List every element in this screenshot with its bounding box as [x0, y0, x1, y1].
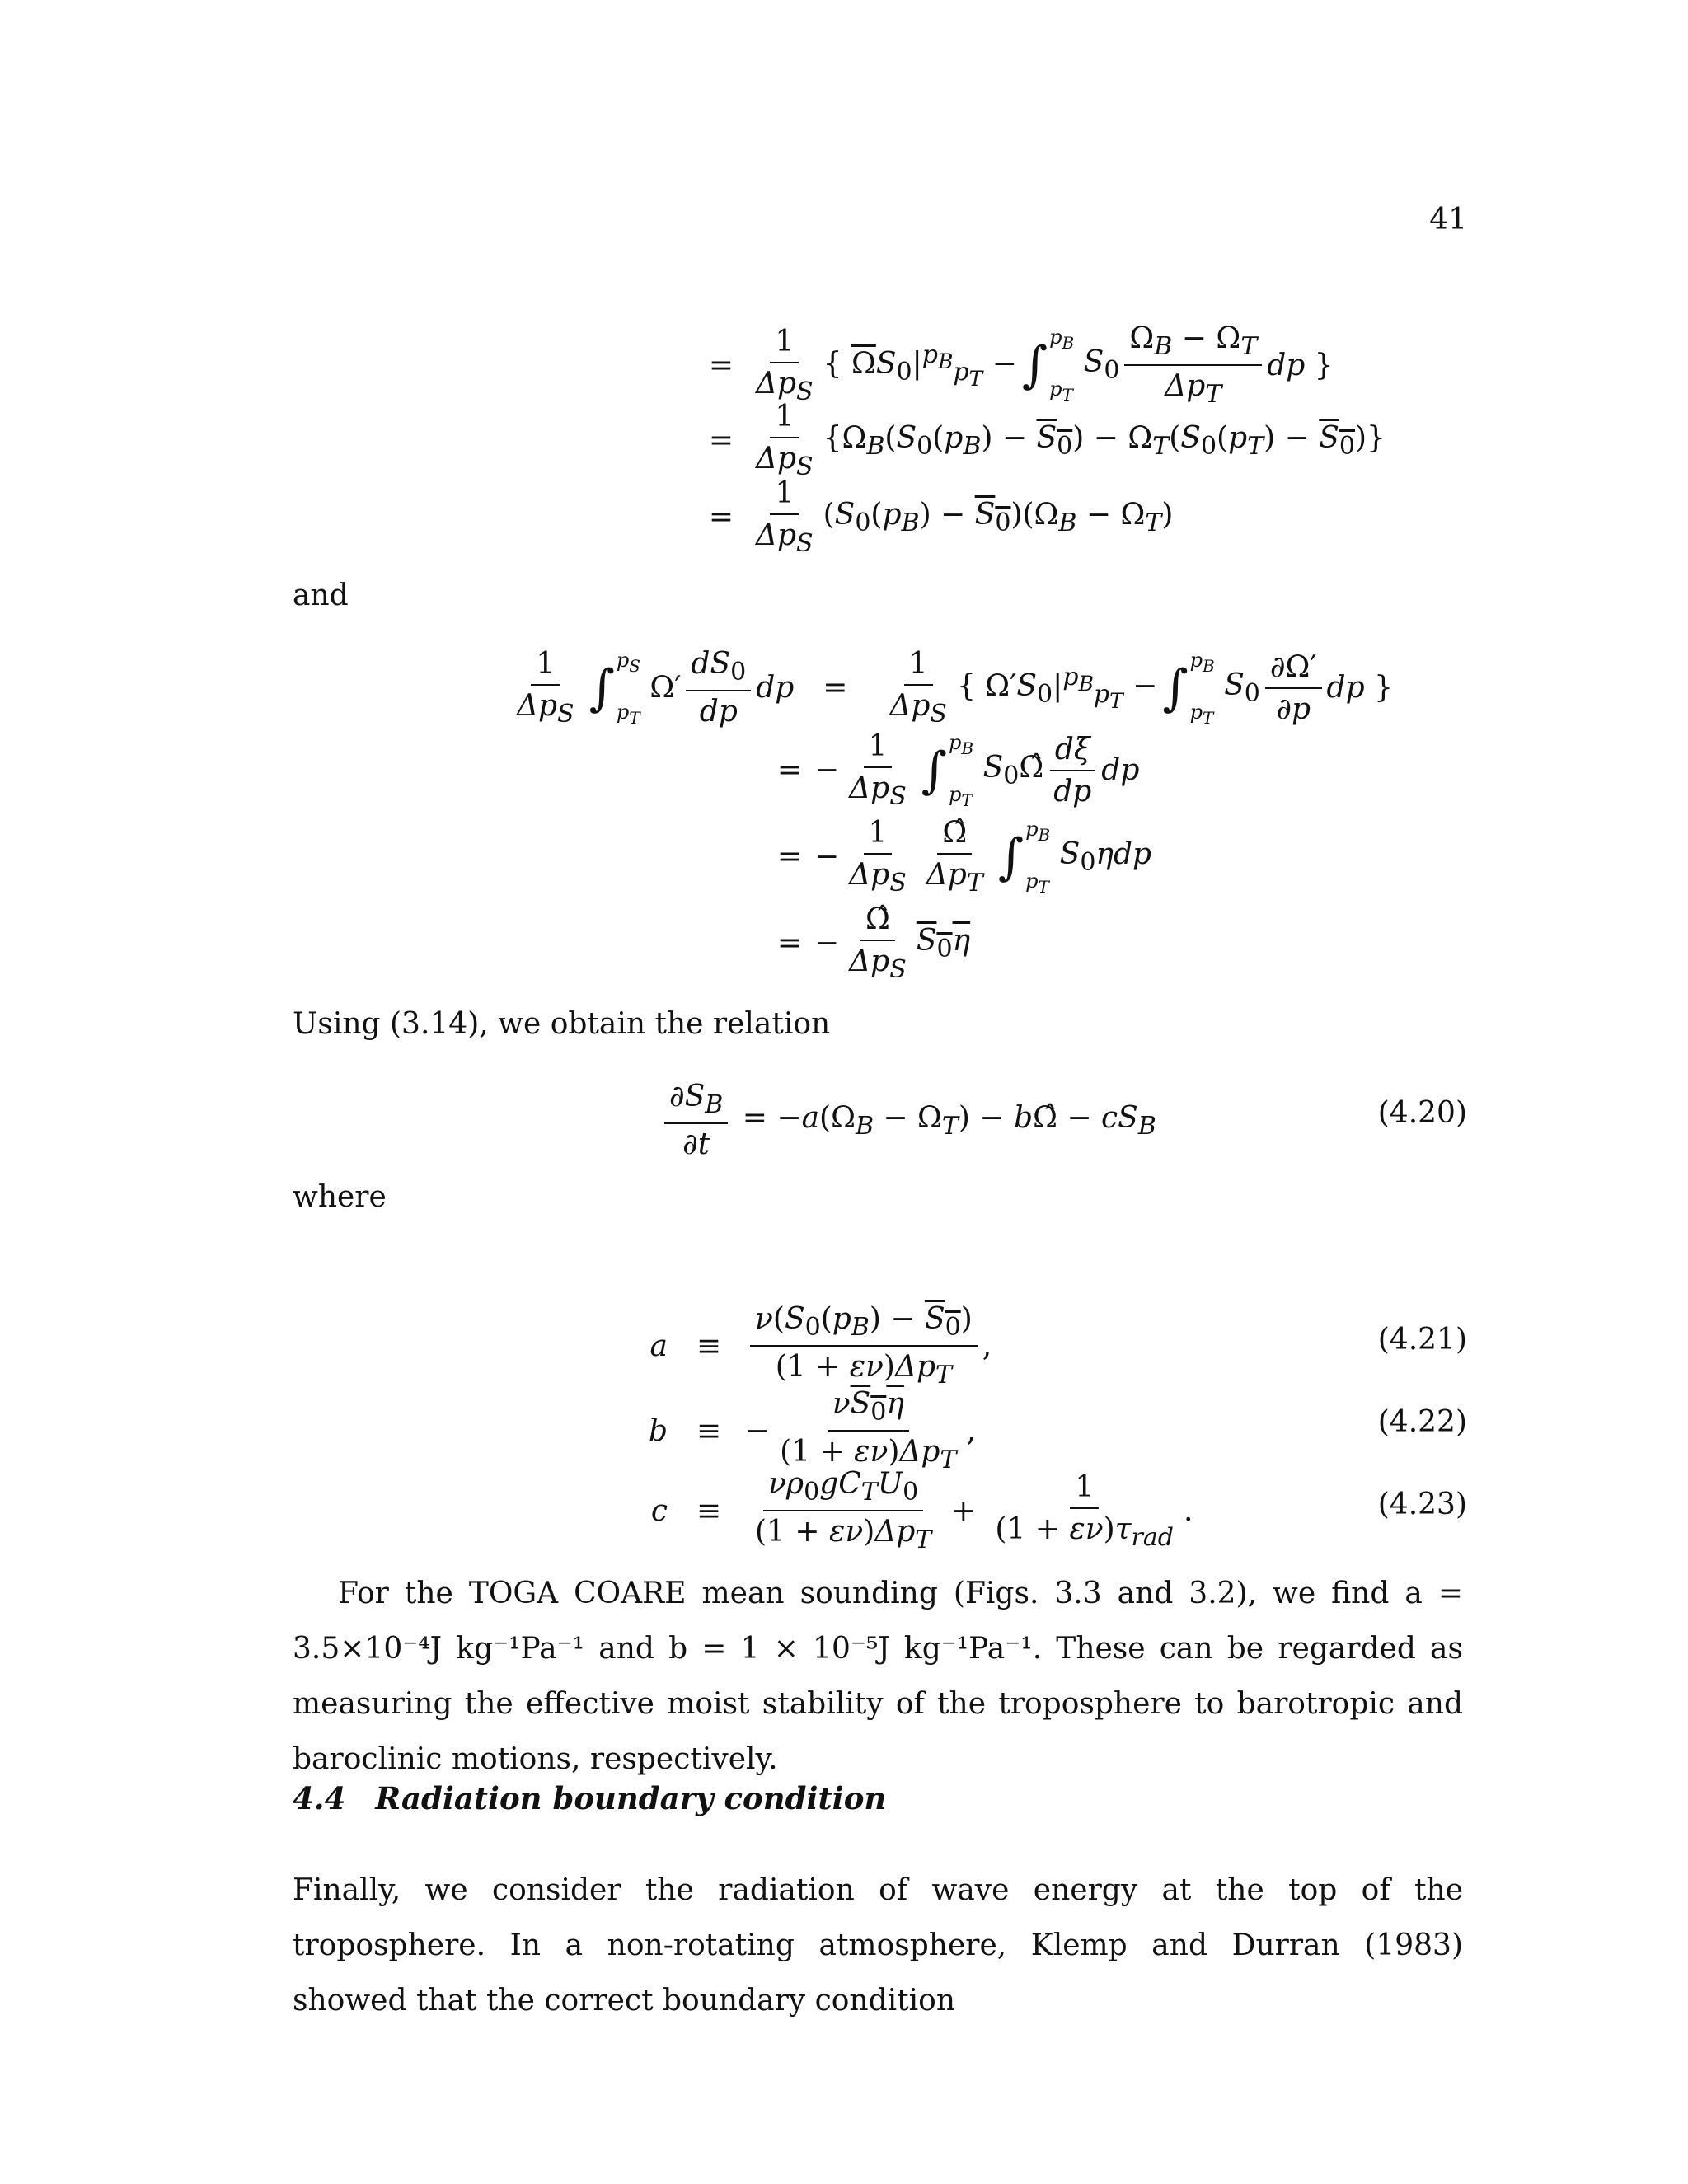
def-a: a ≡ $\frac{\nu(S_0(p_B) - S_0)}{(1 + \varepsilon\nu)\Delta p_T}$ , [649, 1302, 992, 1390]
eq-block2-line2: = − $\frac{1}{\Delta p_S}$ ∫ $p_B$ $p_T$ $S_0\Omegâ$ $\frac{d\xi}{dp}$ dp [776, 729, 1140, 812]
eq-block1-line2: = $\frac{1}{\Delta p_S}$ $\{\Omega_B(S_0(p_B) - S_0) - \Omega_T(S_0(p_T) - S_0)\}$ [708, 400, 1386, 482]
eq-block2-line4: = − $\frac{\Omegâ}{\Delta p_S}$ $S_0\eta$ [776, 902, 971, 985]
eq-4-22-label: (4.22) [1377, 1405, 1467, 1439]
paragraph-2: Finally, we consider the radiation of wave energy at the top of the troposphere. In a non-rotating atmosphere, Klemp and Durran (1983) showed that the correct boundary condition [293, 1873, 1463, 2018]
where-text: where [293, 1180, 387, 1214]
section-heading [293, 1780, 886, 1816]
using-text: Using (3.14), we obtain the relation [293, 1007, 831, 1041]
and-text: and [293, 579, 349, 612]
paragraph-1: For the TOGA COARE mean sounding (Figs. 3.3 and 3.2), we find a = 3.5×10⁻⁴J kg⁻¹Pa⁻¹ and b = 1 × 10⁻⁵J kg⁻¹Pa⁻¹. These can be regarded as measuring the effective moist stability of the troposphere to barotropic and baroclinic motions, respectively. [293, 1577, 1463, 1776]
eq-block2-line3: = − $\frac{1}{\Delta p_S}$ $\frac{\Omegâ}{\Delta p_T}$ ∫ $p_B$ $p_T$ $S_0\eta dp$ [776, 816, 1152, 898]
def-b: b ≡ − $\frac{\nu S_0\eta}{(1 + \varepsilon\nu)\Delta p_T}$ , [648, 1387, 976, 1475]
eq-4-20: $\frac{\partial S_B}{\partial t}$ = $-a(\Omega_B - \Omega_T)$ − bΩ̂ − $cS_B$ [659, 1080, 1156, 1161]
eq-4-20-label: (4.20) [1377, 1096, 1467, 1130]
eq-block1-line1: = $\frac{1}{\Delta p_S}$ { $\overline{\Omega}S_0|^{p_B}_{p_T}$ − ∫ $p_B$ $p_T$ $S_0$ $\frac{\Omega_B - \Omega_T}{\Delta p_T}$ dp } [708, 321, 1334, 410]
def-c: c ≡ $\frac{\nu\rho_0gC_TU_0}{(1 + \varepsilon\nu)\Delta p_T}$ + $\frac{1}{(1 + \varepsilon\nu)\tau_{rad}}$ . [650, 1467, 1193, 1555]
eq-block2-line1: $\frac{1}{\Delta p_S}$ ∫ $p_S$ $p_T$ Ω′ $\frac{dS_0}{dp}$ dp = $\frac{1}{\Delta p_S}$ { $\Omega'S_0|^{p_B}_{p_T}$ − ∫ $p_B$ $p_T$ $S_0$ $\frac{\partial\Omega'}{\partial p}$ dp } [517, 647, 1393, 729]
eq-4-21-label: (4.21) [1377, 1323, 1467, 1357]
page-number: 41 [1429, 203, 1467, 237]
section-title: Radiation boundary condition [375, 1780, 887, 1816]
eq-4-23-label: (4.23) [1377, 1488, 1467, 1521]
eq-block1-line3: = $\frac{1}{\Delta p_S}$ $(S_0(p_B) - S_0)(\Omega_B - \Omega_T)$ [708, 476, 1174, 559]
section-number: 4.4 [293, 1780, 346, 1816]
